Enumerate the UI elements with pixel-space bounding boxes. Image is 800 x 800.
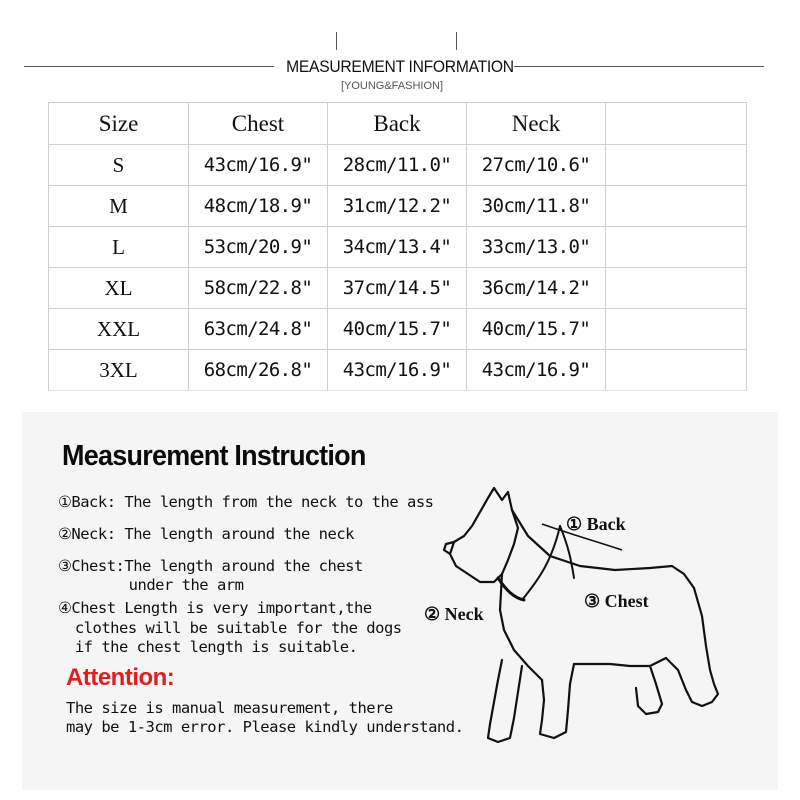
attention-line-2: may be 1-3cm error. Please kindly understand.: [66, 718, 464, 736]
size-cell: XL: [49, 268, 189, 309]
diagram-label-neck: ② Neck: [424, 604, 484, 624]
size-cell: M: [49, 186, 189, 227]
neck-cell: 36cm/14.2": [467, 268, 606, 309]
size-cell: S: [49, 145, 189, 186]
chest-cell: 68cm/26.8": [189, 350, 328, 391]
column-header-back: Back: [328, 103, 467, 145]
back-cell: 43cm/16.9": [328, 350, 467, 391]
column-header-chest: Chest: [189, 103, 328, 145]
chest-cell: 48cm/18.9": [189, 186, 328, 227]
attention-line-1: The size is manual measurement, there: [66, 699, 393, 717]
empty-cell: [606, 309, 747, 350]
column-header-empty: [606, 103, 747, 145]
instruction-line-note-3: if the chest length is suitable.: [66, 638, 358, 656]
size-cell: 3XL: [49, 350, 189, 391]
chest-cell: 63cm/24.8": [189, 309, 328, 350]
diagram-label-chest: ③ Chest: [584, 591, 649, 611]
empty-cell: [606, 350, 747, 391]
header-tick-left: [336, 32, 337, 50]
back-cell: 37cm/14.5": [328, 268, 467, 309]
table-row: [49, 350, 747, 391]
header-tick-right: [456, 32, 457, 50]
back-cell: 31cm/12.2": [328, 186, 467, 227]
instruction-line-note-1: ④Chest Length is very important,the: [58, 599, 372, 617]
table-row: [49, 309, 747, 350]
instruction-line-chest: ③Chest:The length around the chest: [58, 557, 363, 575]
instruction-line-back: ①Back: The length from the neck to the ass: [58, 493, 434, 511]
size-cell: XXL: [49, 309, 189, 350]
instruction-line-neck: ②Neck: The length around the neck: [58, 525, 355, 543]
page-title: MEASUREMENT INFORMATION: [286, 57, 514, 76]
table-row: [49, 186, 747, 227]
neck-cell: 27cm/10.6": [467, 145, 606, 186]
back-cell: 40cm/15.7": [328, 309, 467, 350]
neck-cell: 43cm/16.9": [467, 350, 606, 391]
table-header-row: [49, 103, 747, 145]
instruction-line-note-2: clothes will be suitable for the dogs: [66, 619, 402, 637]
instruction-line-chest-cont: under the arm: [58, 576, 244, 594]
table-row: [49, 227, 747, 268]
column-header-size: Size: [49, 103, 189, 145]
chest-cell: 43cm/16.9": [189, 145, 328, 186]
size-cell: L: [49, 227, 189, 268]
neck-cell: 30cm/11.8": [467, 186, 606, 227]
table-row: [49, 145, 747, 186]
column-header-neck: Neck: [467, 103, 606, 145]
attention-heading: Attention:: [66, 664, 175, 691]
table-row: [49, 268, 747, 309]
size-chart-table: [48, 102, 747, 391]
neck-cell: 33cm/13.0": [467, 227, 606, 268]
page-subtitle: [YOUNG&FASHION]: [340, 80, 444, 92]
chest-cell: 53cm/20.9": [189, 227, 328, 268]
back-cell: 28cm/11.0": [328, 145, 467, 186]
diagram-label-back: ① Back: [566, 514, 626, 534]
empty-cell: [606, 145, 747, 186]
empty-cell: [606, 268, 747, 309]
empty-cell: [606, 186, 747, 227]
chest-cell: 58cm/22.8": [189, 268, 328, 309]
back-cell: 34cm/13.4": [328, 227, 467, 268]
empty-cell: [606, 227, 747, 268]
instruction-title: Measurement Instruction: [62, 440, 366, 472]
neck-cell: 40cm/15.7": [467, 309, 606, 350]
